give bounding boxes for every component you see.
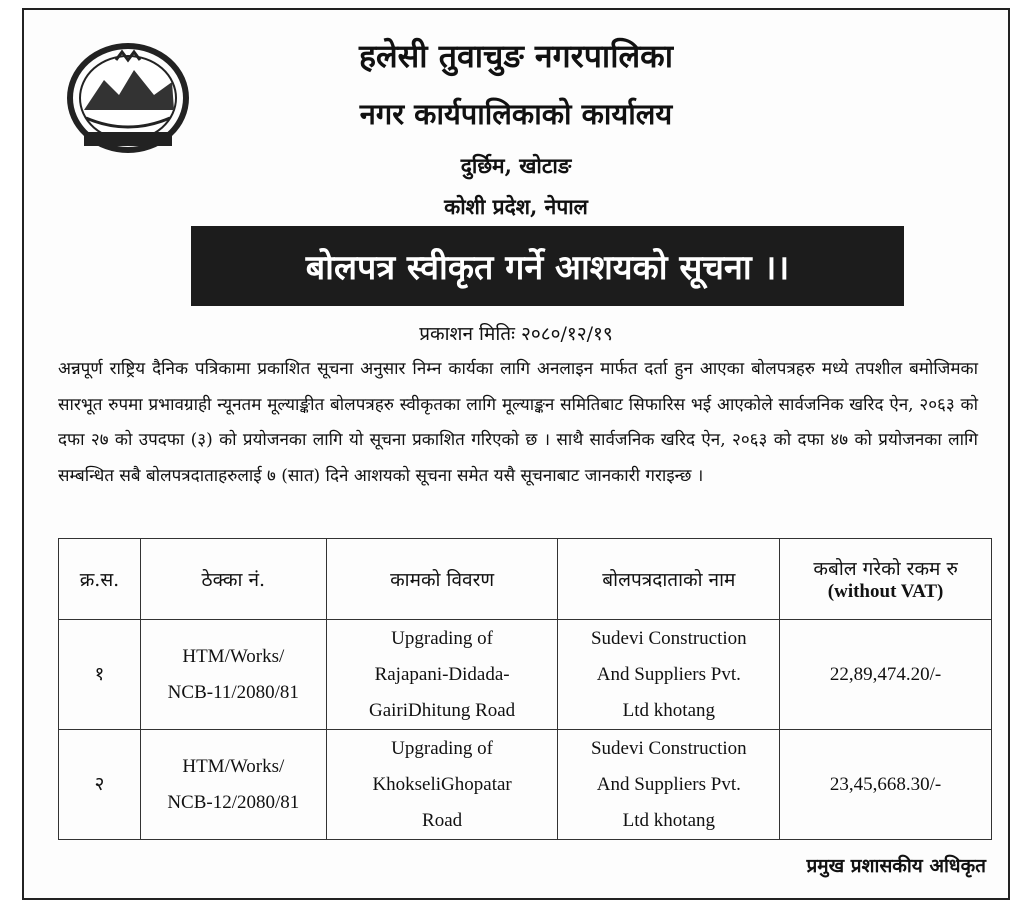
work-line: Rajapani-Didada- <box>374 663 510 685</box>
bidder-line: Ltd khotang <box>622 809 716 831</box>
contract-line: NCB-12/2080/81 <box>167 791 300 813</box>
signature-title: प्रमुख प्रशासकीय अधिकृत <box>806 855 986 877</box>
cell-sn: २ <box>59 730 141 840</box>
cell-work-desc <box>326 620 558 730</box>
municipality-name: हलेसी तुवाचुङ नगरपालिका <box>358 37 674 75</box>
cell-work-desc <box>326 730 558 840</box>
publication-date: प्रकाशन मितिः २०८०/१२/१९ <box>419 323 613 345</box>
header-bidder: बोलपत्रदाताको नाम <box>558 539 780 620</box>
cell-sn: १ <box>59 620 141 730</box>
cell-contract-no <box>140 620 326 730</box>
cell-amount: 23,45,668.30/- <box>780 730 992 840</box>
bidder-line: Sudevi Construction <box>590 627 747 649</box>
notice-title: बोलपत्र स्वीकृत गर्ने आशयको सूचना ।। <box>191 226 904 306</box>
header-amount-line1: कबोल गरेको रकम रु <box>813 558 958 580</box>
header-contract-no: ठेक्का नं. <box>140 539 326 620</box>
cell-contract-no <box>140 730 326 840</box>
work-line: Upgrading of <box>391 737 494 759</box>
header-amount-line2: (without VAT) <box>827 581 944 602</box>
table-row <box>59 620 992 730</box>
notice-frame <box>22 8 1010 900</box>
contract-line: HTM/Works/ <box>182 645 285 667</box>
work-line: KhokseliGhopatar <box>372 773 512 795</box>
bidder-line: And Suppliers Pvt. <box>596 773 741 795</box>
contract-line: HTM/Works/ <box>182 755 285 777</box>
bidder-line: Sudevi Construction <box>590 737 747 759</box>
cell-amount: 22,89,474.20/- <box>780 620 992 730</box>
cell-bidder <box>558 620 780 730</box>
contract-line: NCB-11/2080/81 <box>167 681 299 703</box>
work-line: Upgrading of <box>391 627 494 649</box>
bidder-line: Ltd khotang <box>622 699 716 721</box>
table-header-row <box>59 539 992 620</box>
office-name: नगर कार्यपालिकाको कार्यालय <box>359 97 673 131</box>
header-amount <box>780 539 992 620</box>
address-line-2: कोशी प्रदेश, नेपाल <box>444 194 588 219</box>
cell-bidder <box>558 730 780 840</box>
address-line-1: दुर्छिम, खोटाङ <box>460 153 572 178</box>
table-row <box>59 730 992 840</box>
notice-body: अन्नपूर्ण राष्ट्रिय दैनिक पत्रिकामा प्रकाशित सूचना अनुसार निम्न कार्यका लागि अनलाइन मार्फत दर्ता हुन आएका बोलपत्रहरु मध्ये तपशील बमोजिमका सारभूत रुपमा प्रभावग्राही न्यूनतम मूल्याङ्कीत बोलपत्रहरु स्वीकृतका लागि मूल्याङ्कन समितिबाट सिफारिस भई आएकोले सार्वजनिक खरिद ऐन, २०६३ को दफा २७ को उपदफा (३) को प्रयोजनका लागि यो सूचना प्रकाशित गरिएको छ । साथै सार्वजनिक खरिद ऐन, २०६३ को दफा ४७ को प्रयोजनका लागि सम्बन्धित सबै बोलपत्रदाताहरुलाई ७ (सात) दिने आशयको सूचना समेत यसै सूचनाबाट जानकारी गराइन्छ । <box>58 359 978 486</box>
bid-table <box>58 538 992 840</box>
bidder-line: And Suppliers Pvt. <box>596 663 741 685</box>
header-sn: क्र.स. <box>59 539 141 620</box>
work-line: Road <box>422 809 463 831</box>
header-work-desc: कामको विवरण <box>326 539 558 620</box>
work-line: GairiDhitung Road <box>369 699 516 721</box>
